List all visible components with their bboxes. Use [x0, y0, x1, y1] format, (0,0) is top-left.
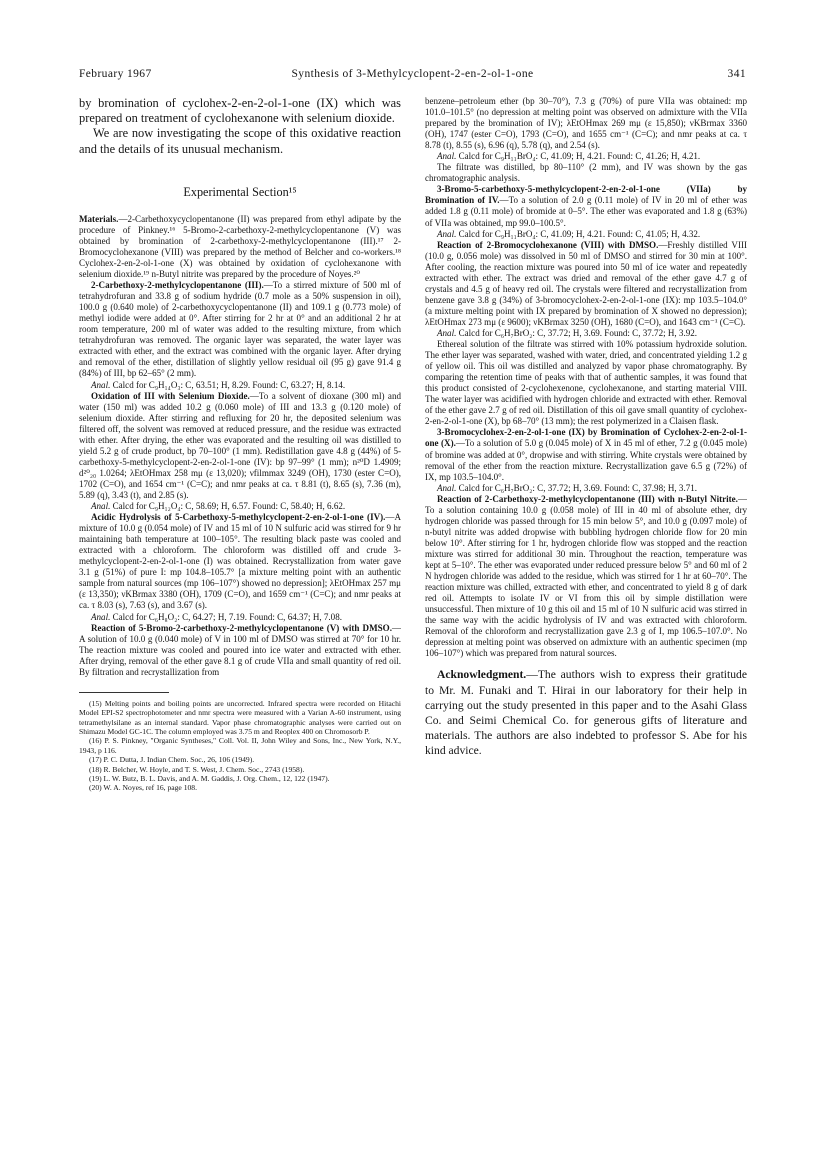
header-title: Synthesis of 3-Methylcyclopent-2-en-2-ol-1-one	[291, 68, 534, 80]
paragraph-text: —To a solvent of dioxane (300 ml) and water (150 ml) was added 10.2 g (0.060 mole) of III and 13.3 g (0.120 mole) of selenium dioxide. After stirring and refluxing for 20 hr, the deposited selenium was filtered off, the solvent was removed at reduced pressure, and the residue was extracted with ether. After drying, the ether was evaporated and the resulting oil was distilled to yield 5.2 g of crude product, bp 70–100° (1 mm). Redistillation gave 4.8 g (44%) of 5-carbethoxy-5-methylcyclopent-2-en-2-ol-1-one (IV): bp 97–99° (1 mm); n²⁰D 1.4909; d²⁰₂₀ 1.0264; λEtOHmax 258 mμ (ε 13,020); νfilmmax 3249 (OH), 1730 (ester C=O), 1702 (C=O), and 1654 cm⁻¹ (C=C); and nmr peaks at ca. τ 8.81 (t), 8.65 (s), 7.36 (m), 5.89 (q), 3.43 (t), and 2.85 (s).	[79, 390, 401, 500]
analysis-line	[425, 229, 747, 240]
experimental-paragraph	[79, 391, 401, 501]
experimental-paragraph	[79, 214, 401, 280]
experimental-paragraph	[425, 162, 747, 184]
footnote: (15) Melting points and boiling points are uncorrected. Infrared spectra were recorded on Hitachi Model EPI-S2 spectrophotometer and nmr spectra were measured with a Varian A-60 instrument, using tetramethylsilane as an internal standard. Vapor phase chromatographic analyses were carried out on Shimazu Model GC-1C. The column employed was 3.75 m and Reoplex 400 on Chromosorb P.	[79, 698, 401, 736]
experimental-paragraph	[425, 184, 747, 228]
paragraph-text: Calcd for C₉H₁₄O₃: C, 63.51; H, 8.29. Found: C, 63.27; H, 8.14.	[110, 379, 346, 390]
procedure-heading: 3-Bromo-5-carbethoxy-5-methylcyclopent-2-en-2-ol-1-one (VIIa) by Bromination of IV.	[425, 184, 747, 206]
experimental-paragraph	[425, 339, 747, 427]
running-header	[79, 68, 746, 84]
analysis-label: Anal.	[91, 501, 111, 512]
experimental-paragraph	[79, 623, 401, 678]
paragraph-text: —A solution of 10.0 g (0.040 mole) of V in 100 ml of DMSO was stirred at 70° for 10 hr. The reaction mixture was cooled and poured into ice water and extracted with ether. After drying, removal of the ether gave 8.1 g of crude VIIa and small quantity of red oil. By filtration and recrystallization from	[79, 622, 401, 677]
analysis-label: Anal.	[437, 151, 457, 162]
section-heading: Experimental Section¹⁵	[183, 184, 297, 199]
footnote: (20) W. A. Noyes, ref 16, page 108.	[89, 783, 197, 793]
footnote: (19) L. W. Butz, B. L. Davis, and A. M. Gaddis, J. Org. Chem., 12, 122 (1947).	[89, 774, 330, 784]
paragraph-text: —To a stirred mixture of 500 ml of tetrahydrofuran and 33.8 g of sodium hydride (0.7 mole as a 50% suspension in oil), 100.0 g (0.640 mole) of 2-carbethoxycyclopentanone (II) and 109.1 g (0.773 mole) of methyl iodide were added at 0°. After stirring for 2 hr at 0° and an additional 2 hr at room temperature, 200 ml of water was added to the resulting mixture, from which tetrahydrofuran was removed. The organic layer was separated, the water layer was extracted with ether, and the extract was combined with the organic layer. After drying and removal of the ether, distillation of slightly yellow residual oil (95 g) gave 91.4 g (84%) of III, bp 62–65° (2 mm).	[79, 280, 401, 379]
experimental-paragraph	[425, 96, 747, 151]
lead-paragraph-1: by bromination of cyclohex-2-en-2-ol-1-one (IX) which was prepared on treatment of cyclohexanone with selenium dioxide.	[79, 96, 401, 126]
footnote: (16) P. S. Pinkney, "Organic Syntheses," Coll. Vol. II, John Wiley and Sons, Inc., New York, N.Y., 1943, p 116.	[79, 736, 401, 755]
analysis-line	[425, 151, 747, 162]
paragraph-text: —To a solution of 5.0 g (0.045 mole) of X in 45 ml of ether, 7.2 g (0.045 mole) of bromine was added at 0°, dropwise and with stirring. White crystals were obtained by removal of the ether from the reaction mixture. Recrystallization gave 6.5 g (72%) of IX, mp 103.5–104.0°.	[425, 438, 747, 482]
analysis-label: Anal.	[437, 228, 457, 239]
procedure-heading: Reaction of 2-Carbethoxy-2-methylcyclopentanone (III) with n-Butyl Nitrite.	[437, 493, 738, 504]
experimental-paragraph	[425, 494, 747, 660]
paragraph-text: Calcd for C₆H₈O₂: C, 64.27; H, 7.19. Found: C, 64.37; H, 7.08.	[110, 611, 342, 622]
experimental-paragraph	[425, 427, 747, 482]
experimental-body-right	[425, 96, 747, 659]
acknowledgment-heading: Acknowledgment.	[437, 668, 527, 682]
paragraph-text: Calcd for C₉H₁₁BrO₄: C, 41.09; H, 4.21. Found: C, 41.26; H, 4.21.	[456, 151, 701, 162]
analysis-line	[79, 612, 401, 623]
footnote: (17) P. C. Dutta, J. Indian Chem. Soc., 26, 106 (1949).	[89, 755, 255, 765]
paragraph-text: benzene–petroleum ether (bp 30–70°), 7.3 g (70%) of pure VIIa was obtained: mp 101.0–101.5° (no depression at melting point was observed on admixture with the VIIa prepared by the bromination of IV); λEtOHmax 269 mμ (ε 15,850); νKBrmax 3360 (OH), 1747 (ester C=O), 1793 (C=O), and 1655 cm⁻¹ (C=C); and nmr peaks at ca. τ 8.78 (t), 8.55 (s), 6.96 (q), 5.78 (q), and 2.54 (s).	[425, 96, 747, 151]
analysis-label: Anal.	[437, 482, 457, 493]
paragraph-text: —2-Carbethoxycyclopentanone (II) was prepared from ethyl adipate by the procedure of Pinkney.¹⁶ 5-Bromo-2-carbethoxy-2-methylcyclopentanone (V) was obtained by bromination of 2-carbethoxy-2-methylcyclopentanone (III).¹⁷ 2-Bromocyclohexanone (VIII) was prepared by the method of Belcher and co-workers.¹⁸ Cyclohex-2-en-2-ol-1-one (X) was obtained by oxidation of cyclohexanone with selenium dioxide.¹⁹ n-Butyl nitrite was prepared by the procedure of Noyes.²⁰	[79, 213, 401, 280]
experimental-paragraph	[79, 280, 401, 379]
paragraph-text: —A mixture of 10.0 g (0.054 mole) of IV and 15 ml of 10 N sulfuric acid was stirred for 9 hr maintaining bath temperature at 100–105°. The resulting black paste was cooled and extracted with a chloroform. The chloroform was distilled off and crude 3-methylcyclopent-2-en-2-ol-1-one (I) was obtained. Recrystallization from water gave 3.1 g (51%) of pure I: mp 104.8–105.7° [a mixture melting point with an authentic sample from natural sources (mp 106–107°) showed no depression]; λEtOHmax 257 mμ (ε 13,350); νKBrmax 3380 (OH), 1709 (C=O), and 1659 cm⁻¹ (C=C); and nmr peaks at ca. τ 8.03 (s), 7.63 (s), and 3.67 (s).	[79, 512, 401, 611]
analysis-label: Anal.	[437, 327, 457, 338]
paragraph-text: —Freshly distilled VIII (10.0 g, 0.056 mole) was dissolved in 50 ml of DMSO and stirred for 30 min at 100°. After cooling, the reaction mixture was poured into 50 ml of ice water and repeatedly extracted with ether. The extract was dried and removal of the ether gave 4.7 g of crystals and 4.5 g of heavy red oil. The crystals were filtered and recrystallization from benzene gave 3.8 g (34%) of 3-bromocyclohex-2-en-2-ol-1-one (IX): mp 103.5–104.0° (a mixture melting point with IX prepared by bromination of X showed no depression); λEtOHmax 273 mμ (ε 9600); νKBrmax 3250 (OH), 1680 (C=O), and 1643 cm⁻¹ (C=C).	[425, 239, 747, 327]
paragraph-text: —To a solution of 2.0 g (0.11 mole) of IV in 20 ml of ether was added 1.8 g (0.11 mole) of bromide at 0–5°. The ether was evaporated and 1.8 g (63%) of VIIa was obtained, mp 99.0–100.5°.	[425, 195, 747, 228]
paragraph-text: Calcd for C₉H₁₁BrO₄: C, 41.09; H, 4.21. Found: C, 41.05; H, 4.32.	[456, 228, 701, 239]
footnotes	[79, 699, 401, 793]
procedure-heading: 2-Carbethoxy-2-methylcyclopentanone (III).	[91, 280, 264, 291]
experimental-body-left	[79, 214, 401, 678]
paragraph-text: Calcd for C₉H₁₂O₄: C, 58.69; H, 6.57. Found: C, 58.40; H, 6.62.	[110, 501, 346, 512]
analysis-label: Anal.	[91, 611, 111, 622]
footnote-rule	[79, 692, 169, 693]
procedure-heading: Reaction of 5-Bromo-2-carbethoxy-2-methylcyclopentanone (V) with DMSO.	[91, 622, 392, 633]
analysis-line	[425, 328, 747, 339]
experimental-paragraph	[79, 512, 401, 611]
header-date: February 1967	[79, 68, 152, 80]
paragraph-text: The filtrate was distilled, bp 80–110° (2 mm), and IV was shown by the gas chromatographic analysis.	[425, 162, 747, 184]
acknowledgment-text: —The authors wish to express their gratitude to Mr. M. Funaki and T. Hirai in our laboratory for their help in carrying out the study presented in this paper and to the Asahi Glass Co. and Seimi Chemical Co. for generous gifts of literature and materials. The authors are also indebted to professor S. Abe for his kind advice.	[425, 668, 747, 758]
analysis-line	[79, 501, 401, 512]
analysis-line	[425, 483, 747, 494]
procedure-heading: 3-Bromocyclohex-2-en-2-ol-1-one (IX) by Bromination of Cyclohex-2-en-2-ol-1-one (X).	[425, 427, 747, 449]
acknowledgment	[425, 667, 747, 758]
procedure-heading: Oxidation of III with Selenium Dioxide.	[91, 390, 250, 401]
footnote: (18) R. Belcher, W. Hoyle, and T. S. West, J. Chem. Soc., 2743 (1958).	[89, 764, 305, 774]
paragraph-text: —To a solution containing 10.0 g (0.058 mole) of III in 40 ml of absolute ether, dry hydrogen chloride was passed through for 15 min below 5°, and 10.0 g (0.097 mole) of n-butyl nitrite was added dropwise with bubbling hydrogen chloride flow for 20 min below 10°. After stirring for 1 hr, hydrogen chloride flow was stopped and the reaction mixture was stirred for additional 30 min. Throughout the reaction, temperature was kept at 5–10°. The ether was evaporated under reduced pressure below 5° and 60 ml of 2 N hydrogen chloride was added to the residue, which was stirred for 1 hr at 60–70°. The reaction mixture was chilled, extracted with ether, and concentrated to yield 8 g of dark red oil. Attempts to isolate IV or VI from this oil by simple distillation were unsuccessful. Then mixture of 10 g this oil and 15 ml of 10 N sulfuric acid was stirred in the same way with the acidic hydrolysis of IV and was extracted with chloroform. Removal of the chloroform and recrystallization gave 2.3 g of I, mp 106.5–107.0°. No depression at melting point was observed on admixture with an authentic specimen (mp 106–107°) which was prepared from natural sources.	[425, 493, 747, 659]
page-number: 341	[727, 68, 746, 80]
paragraph-text: Calcd for C₆H₇BrO₂: C, 37.72; H, 3.69. Found: C, 37.72; H, 3.92.	[456, 327, 698, 338]
left-column	[79, 96, 401, 1056]
lead-paragraph-2: We are now investigating the scope of this oxidative reaction and the details of its unusual mechanism.	[79, 126, 401, 156]
procedure-heading: Reaction of 2-Bromocyclohexanone (VIII) with DMSO.	[437, 239, 659, 250]
paragraph-text: Ethereal solution of the filtrate was stirred with 10% potassium hydroxide solution. The ether layer was separated, washed with water, dried, and concentrated yielding 1.2 g of yellow oil. This oil was distilled and analyzed by vapor phase chromatography. By comparing the retention time of peaks with that of authentic samples, it was found that this product consisted of 2-cyclohexenone, cyclohexanone, and starting material VIII. The water layer was acidified with hydrogen chloride and extracted with ether. Removal of the ether gave 2.7 g of red oil. Distillation of this oil gave small quantity of cyclohex-2-en-2-ol-1-one (X), bp 68–70° (13 mm); the rest polymerized in a Claisen flask.	[425, 339, 747, 427]
right-column	[425, 96, 747, 1096]
analysis-line	[79, 380, 401, 391]
analysis-label: Anal.	[91, 379, 111, 390]
paragraph-text: Calcd for C₆H₇BrO₂: C, 37.72; H, 3.69. Found: C, 37.98; H, 3.71.	[456, 482, 698, 493]
procedure-heading: Acidic Hydrolysis of 5-Carbethoxy-5-methylcyclopent-2-en-2-ol-1-one (IV).	[91, 512, 386, 523]
experimental-paragraph	[425, 240, 747, 328]
procedure-heading: Materials.	[79, 213, 119, 224]
